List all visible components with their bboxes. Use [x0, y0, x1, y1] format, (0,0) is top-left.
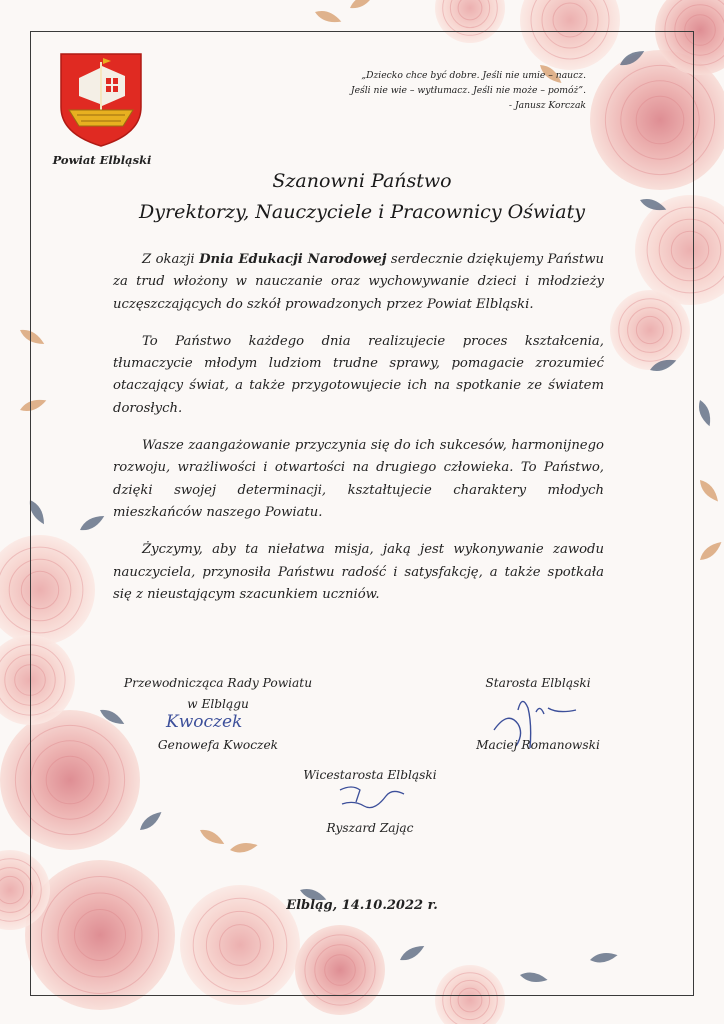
signature-center-title: Wicestarosta Elbląski: [303, 768, 437, 782]
leaf-decoration: [697, 477, 722, 504]
leaf-decoration: [696, 398, 714, 427]
korczak-quote: [326, 68, 586, 113]
signature-left-name: Genowefa Kwoczek: [157, 738, 279, 752]
crest-caption: Powiat Elbląski: [52, 153, 152, 167]
paragraph-3: Wasze zaangażowanie przyczynia się do ich sukcesów, harmonijnego rozwoju, wrażliwości i otwartości na drugiego człowieka. To Państwo, dzięki swojej determinacji, kształtujecie charaktery młodych mieszkańców naszego Powiatu.: [113, 438, 604, 520]
signature-left-title-1: Przewodnicząca Rady Powiatu: [123, 676, 313, 690]
leaf-decoration: [697, 539, 724, 564]
signature-right-name: Maciej Romanowski: [476, 738, 600, 752]
paragraph-1-start: Z okazji: [142, 252, 200, 267]
holiday-name: Dnia Edukacji Narodowej: [199, 252, 387, 267]
coat-of-arms-icon: [59, 52, 143, 148]
quote-line-1: „Dziecko chce być dobre. Jeśli nie umie – naucz.: [361, 70, 586, 81]
paragraph-1: [113, 249, 604, 316]
handwritten-signature-text: Kwoczek: [166, 712, 243, 732]
leaf-decoration: [348, 0, 377, 12]
paragraph-1-end: serdecznie dziękujemy Państwu za trud włożony w nauczanie oraz wychowywanie dzieci i młodzieży uczęszczających do szkół prowadzonych przez Powiat Elbląski.: [113, 252, 604, 312]
quote-line-2: Jeśli nie wie – wytłumacz. Jeśli nie może – pomóż”.: [350, 85, 586, 96]
paragraph-4: Życzymy, aby ta niełatwa misja, jaką jest wykonywanie zawodu nauczyciela, przynosiła Państwu radość i satysfakcję, a także spotkała się z nieustającym szacunkiem uczniów.: [113, 542, 604, 602]
letter-body: [113, 249, 604, 621]
signature-center-handwriting: [330, 782, 420, 822]
signature-left-handwriting: [162, 709, 272, 735]
letter-date: Elbląg, 14.10.2022 r.: [286, 898, 438, 913]
leaf-decoration: [313, 8, 342, 26]
quote-author: - Janusz Korczak: [508, 100, 586, 111]
greeting-line-1: Szanowni Państwo: [272, 170, 452, 192]
signature-left-title-2: w Elblągu: [187, 697, 249, 711]
signature-center-name: Ryszard Zając: [326, 821, 414, 835]
signature-right-title: Starosta Elbląski: [485, 676, 591, 690]
paragraph-2: To Państwo każdego dnia realizujecie proces kształcenia, tłumaczycie młodym ludziom trudne sprawy, pomagacie zrozumieć otaczający świat, a także przygotowujecie ich na spotkanie ze światem dorosłych.: [113, 333, 604, 416]
greeting-line-2: Dyrektorzy, Nauczyciele i Pracownicy Oświaty: [139, 201, 585, 223]
